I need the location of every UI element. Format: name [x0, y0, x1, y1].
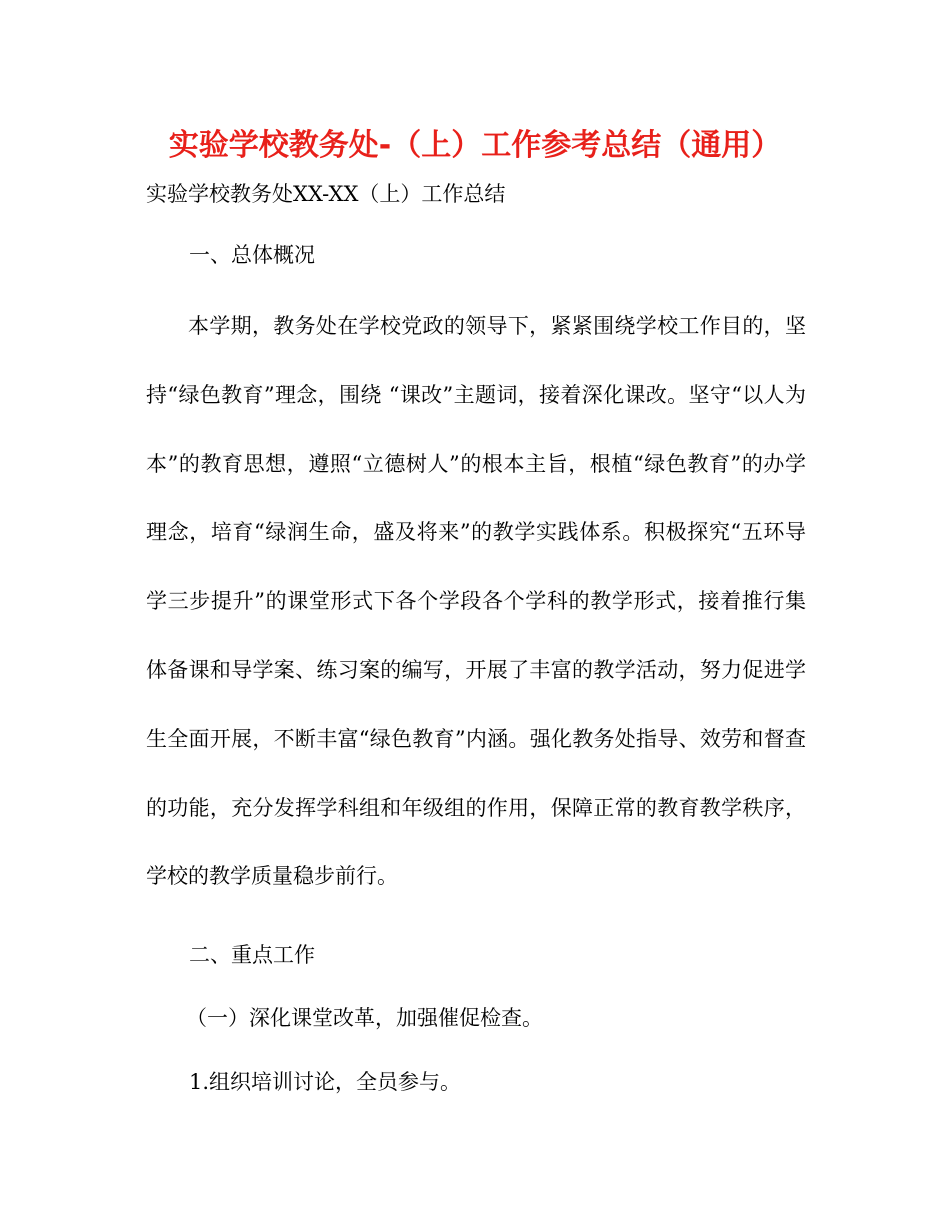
- section-heading-key-work: 二、重点工作: [189, 943, 315, 967]
- document-subtitle: 实验学校教务处XX-XX（上）工作总结: [146, 182, 506, 206]
- subsection-heading-classroom-reform: （一）深化课堂改革，加强催促检查。: [186, 1006, 543, 1030]
- section-heading-overview: 一、总体概况: [189, 243, 315, 267]
- document-title: 实验学校教务处-（上）工作参考总结（通用）: [168, 128, 782, 163]
- item-heading-training: 1.组织培训讨论，全员参与。: [189, 1070, 462, 1094]
- section-body-overview: 本学期，教务处在学校党政的领导下，紧紧围绕学校工作目的，坚持“绿色教育”理念，围绕 “课改”主题词，接着深化课改。坚守“以人为本”的教育思想，遵照“立德树人”的根本主旨，根植“绿色教育”的办学理念，培育“绿润生命，盛及将来”的教学实践体系。积极探究“五环导学三步提升”的课堂形式下各个学段各个学科的教学形式，接着推行集体备课和导学案、练习案的编写，开展了丰富的教学活动，努力促进学生全面开展，不断丰富“绿色教育”内涵。强化教务处指导、效劳和督查的功能，充分发挥学科组和年级组的作用，保障正常的教育教学秩序，学校的教学质量稳步前行。: [146, 314, 806, 889]
